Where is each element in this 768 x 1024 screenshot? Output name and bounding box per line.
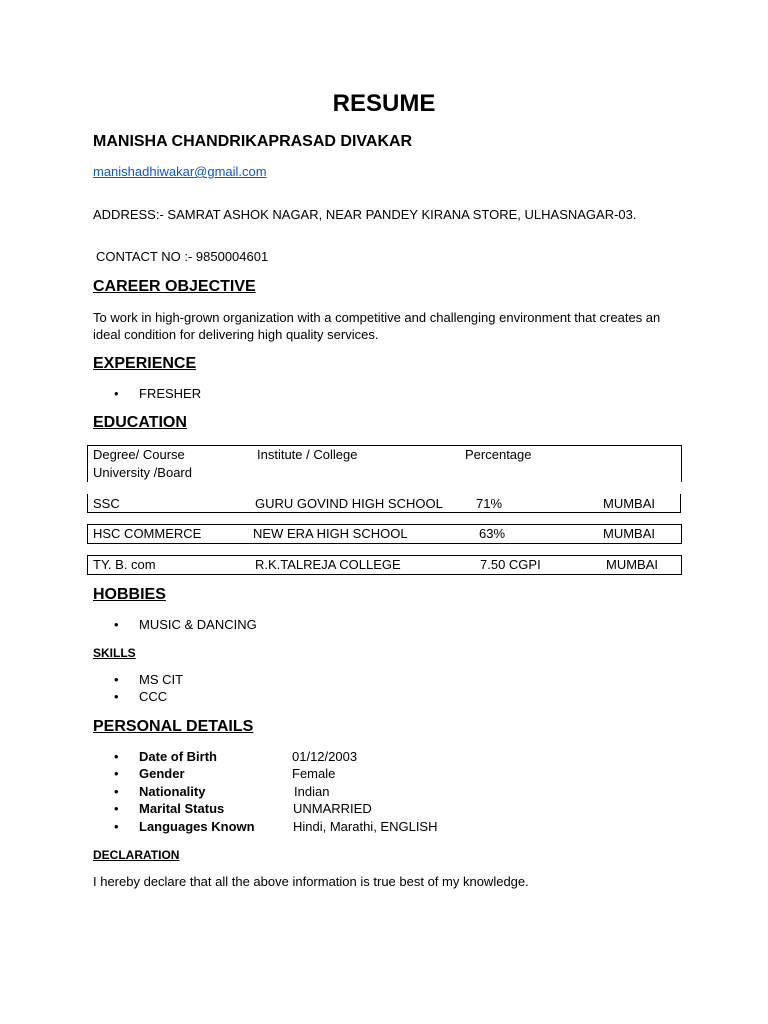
row-institute: NEW ERA HIGH SCHOOL <box>253 526 408 541</box>
career-objective-heading: CAREER OBJECTIVE <box>93 278 256 295</box>
detail-value: UNMARRIED <box>293 801 372 816</box>
detail-label: Languages Known <box>139 819 255 834</box>
table-row-divider <box>680 494 681 512</box>
experience-item: FRESHER <box>139 386 202 401</box>
row-percentage: 7.50 CGPI <box>480 557 541 572</box>
skill-item: CCC <box>139 689 168 704</box>
bullet-icon: • <box>114 672 119 687</box>
email-link[interactable]: manishadhiwakar@gmail.com <box>93 164 267 179</box>
detail-value: Hindi, Marathi, ENGLISH <box>293 819 438 834</box>
career-objective-text: To work in high-grown organization with a competitive and challenging environment that creates an ideal condition for delivering high quality services. <box>93 310 661 342</box>
row-degree: HSC COMMERCE <box>93 526 202 541</box>
bullet-icon: • <box>114 766 119 781</box>
bullet-icon: • <box>114 689 119 704</box>
row-board: MUMBAI <box>603 526 655 541</box>
row-institute: GURU GOVIND HIGH SCHOOL <box>255 496 443 511</box>
hobbies-heading: HOBBIES <box>93 586 166 603</box>
document-title: RESUME <box>332 90 436 117</box>
header-degree: Degree/ Course <box>93 447 185 462</box>
education-heading: EDUCATION <box>93 414 187 431</box>
detail-label: Gender <box>139 766 185 781</box>
bullet-icon: • <box>114 386 119 401</box>
bullet-icon: • <box>114 801 119 816</box>
detail-label: Date of Birth <box>139 749 217 764</box>
detail-value: 01/12/2003 <box>292 749 358 764</box>
detail-value: Female <box>292 766 336 781</box>
declaration-text: I hereby declare that all the above information is true best of my knowledge. <box>93 874 529 889</box>
row-board: MUMBAI <box>606 557 658 572</box>
detail-label: Marital Status <box>139 801 225 816</box>
row-board: MUMBAI <box>603 496 655 511</box>
personal-details-heading: PERSONAL DETAILS <box>93 718 254 735</box>
detail-value: Indian <box>294 784 330 799</box>
row-percentage: 71% <box>476 496 503 511</box>
header-institute: Institute / College <box>257 447 358 462</box>
bullet-icon: • <box>114 819 119 834</box>
detail-label: Nationality <box>139 784 206 799</box>
skill-item: MS CIT <box>139 672 184 687</box>
address-line: ADDRESS:- SAMRAT ASHOK NAGAR, NEAR PANDEY KIRANA STORE, ULHASNAGAR-03. <box>93 207 637 222</box>
hobby-item: MUSIC & DANCING <box>139 617 257 632</box>
experience-heading: EXPERIENCE <box>93 355 197 372</box>
skills-heading: SKILLS <box>93 646 136 660</box>
bullet-icon: • <box>114 784 119 799</box>
row-percentage: 63% <box>479 526 506 541</box>
row-degree: TY. B. com <box>93 557 156 572</box>
row-institute: R.K.TALREJA COLLEGE <box>255 557 401 572</box>
applicant-name: MANISHA CHANDRIKAPRASAD DIVAKAR <box>93 133 413 150</box>
bullet-icon: • <box>114 749 119 764</box>
header-percentage: Percentage <box>465 447 532 462</box>
declaration-heading: DECLARATION <box>93 848 180 862</box>
bullet-icon: • <box>114 617 119 632</box>
row-degree: SSC <box>93 496 120 511</box>
header-university: University /Board <box>93 465 192 480</box>
contact-line: CONTACT NO :- 9850004601 <box>96 249 269 264</box>
